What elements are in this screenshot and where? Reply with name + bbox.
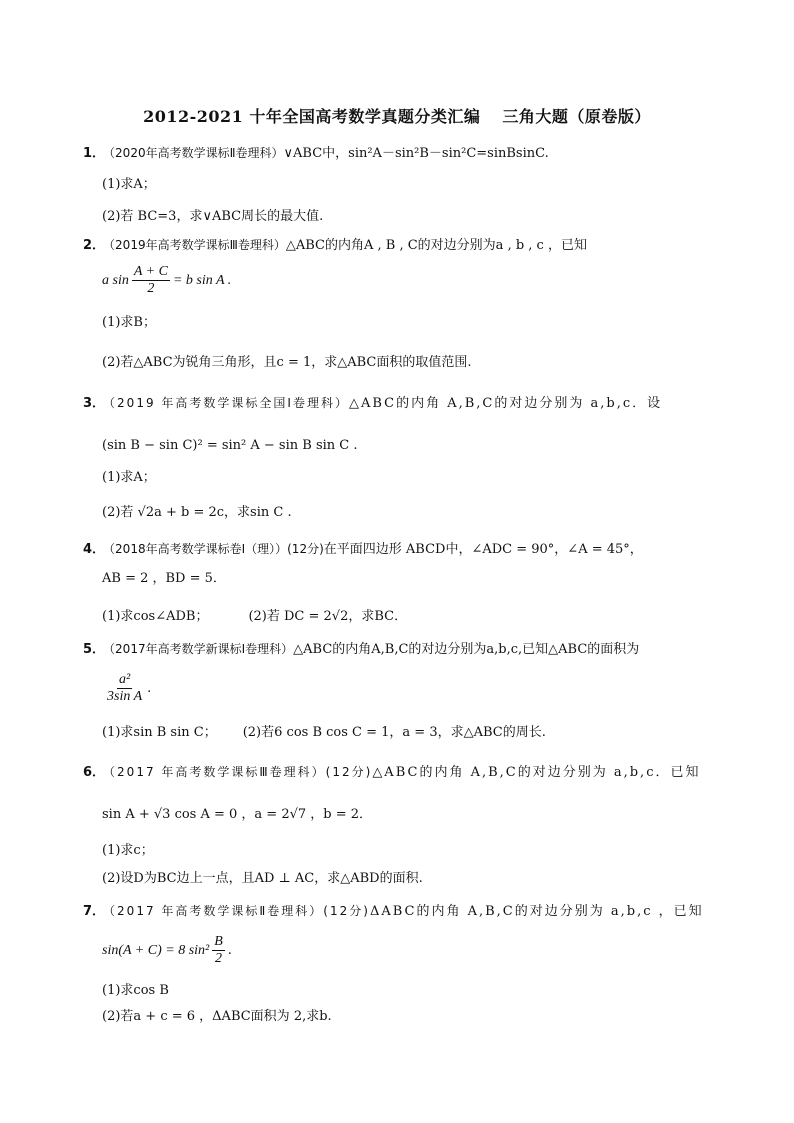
question-7-stem: 7． （2017 年高考数学课标Ⅱ卷理科）(12分)ΔABC的内角 A,B,C的对边分别为 a,b,c ，已知 bbox=[83, 904, 704, 919]
question-3-part-1: (1)求A； bbox=[102, 470, 156, 485]
question-4-parts: (1)求cos∠ADB； (2)若 DC = 2√2，求BC． bbox=[102, 609, 408, 624]
page-title: 2012-2021 十年全国高考数学真题分类汇编 三角大题（原卷版） bbox=[143, 107, 651, 126]
question-1-stem: 1． （2020年高考数学课标Ⅱ卷理科）∨ABC中，sin²A－sin²B－sin²C=sinBsinC. bbox=[83, 146, 549, 161]
fraction: $\frac{A + C}{2}$ bbox=[133, 264, 168, 296]
question-7-equation: sin(A + C) = 8 sin² $\frac{B}{2}$ . bbox=[102, 934, 232, 966]
question-3-stem: 3． （2019 年高考数学课标全国Ⅰ卷理科）△ABC的内角 A,B,C的对边分别为 a,b,c．设 bbox=[83, 396, 663, 411]
question-3-part-2: (2)若 √2a + b = 2c，求sin C . bbox=[102, 505, 292, 520]
question-1-part-2: (2)若 BC=3，求∨ABC周长的最大值. bbox=[102, 209, 324, 224]
question-5-parts: (1)求sin B sin C； (2)若6 cos B cos C = 1，a = 3，求△ABC的周长. bbox=[102, 725, 546, 740]
question-6-part-1: (1)求c； bbox=[102, 843, 154, 858]
question-7-part-1: (1)求cos B bbox=[102, 983, 169, 998]
question-7-part-2: (2)若a + c = 6 ，ΔABC面积为 2,求b. bbox=[102, 1009, 332, 1024]
question-4-stem: 4． （2018年高考数学课标卷Ⅰ（理））(12分)在平面四边形 ABCD中，∠ADC = 90°，∠A = 45°， bbox=[83, 542, 643, 557]
question-5-fraction: $\frac{\text{a²}}{\text{3sin A}}$ . bbox=[107, 672, 152, 704]
question-6-stem: 6． （2017 年高考数学课标Ⅲ卷理科）(12分)△ABC的内角 A,B,C的对边分别为 a,b,c．已知 bbox=[83, 765, 701, 780]
question-2-part-2: (2)若△ABC为锐角三角形，且c = 1，求△ABC面积的取值范围. bbox=[102, 355, 472, 370]
question-1-part-1: (1)求A； bbox=[102, 177, 156, 192]
question-3-equation: (sin B − sin C)² = sin² A − sin B sin C . bbox=[102, 438, 358, 453]
question-5-stem: 5． （2017年高考数学新课标Ⅰ卷理科）△ABC的内角A,B,C的对边分别为a,b,c,已知△ABC的面积为 bbox=[83, 642, 640, 657]
fraction: $\frac{B}{2}$ bbox=[214, 934, 223, 966]
question-2-part-1: (1)求B； bbox=[102, 315, 156, 330]
question-6-part-2: (2)设D为BC边上一点，且AD ⊥ AC，求△ABD的面积. bbox=[102, 871, 423, 886]
question-2-equation: a sin $\frac{A + C}{2}$ = b sin A . bbox=[102, 264, 232, 296]
question-2-stem: 2． （2019年高考数学课标Ⅲ卷理科）△ABC的内角A , B , C的对边分别为a , b , c ，已知 bbox=[83, 238, 587, 253]
question-6-equation: sin A + √3 cos A = 0 ，a = 2√7 ，b = 2． bbox=[102, 807, 373, 822]
fraction: $\frac{\text{a²}}{\text{3sin A}}$ bbox=[107, 672, 143, 704]
question-4-stem-2: AB = 2 ，BD = 5． bbox=[102, 571, 226, 586]
